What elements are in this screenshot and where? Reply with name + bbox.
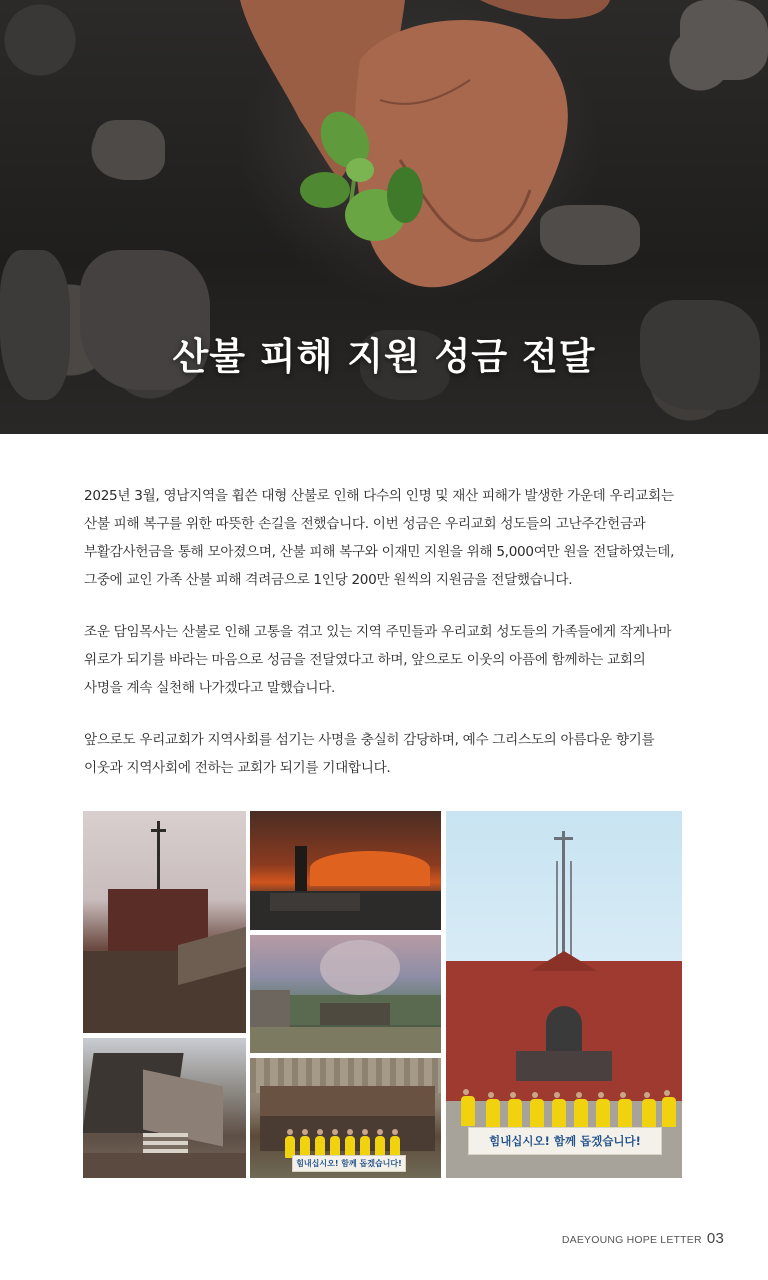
article-paragraph: 조운 담임목사는 산불로 인해 고통을 겪고 있는 지역 주민들과 우리교회 성도들의 가족들에게 작게나마 위로가 되기를 바라는 마음으로 성금을 전달였다고 하며, 앞으로도 이웃의 아픔에 함께하는 교회의 사명을 계속 실천해 나가겠다고 말했습니다. [84, 624, 672, 696]
church-window-shape [546, 1006, 582, 1051]
article-body [84, 482, 684, 806]
person-shape [486, 1099, 500, 1129]
person-shape [530, 1099, 544, 1129]
person-shape [596, 1099, 610, 1129]
building-shape [270, 893, 360, 911]
fire-glow-shape [310, 851, 430, 886]
support-banner-large: 힘내십시오! 함께 돕겠습니다! [468, 1127, 662, 1155]
person-shape [642, 1099, 656, 1129]
field-shape [250, 1027, 441, 1053]
house-roof-shape [260, 1086, 435, 1116]
person-shape [574, 1099, 588, 1129]
house-shape [320, 1003, 390, 1025]
person-shape [552, 1099, 566, 1129]
page-title: 산불 피해 지원 성금 전달 [172, 335, 596, 378]
tower-frame-shape [556, 861, 572, 961]
person-shape [662, 1097, 676, 1127]
page-number: 03 [706, 1230, 724, 1247]
cross-bar-shape [554, 837, 573, 840]
steeple-shape [295, 846, 307, 896]
photo-burned-building [83, 1038, 246, 1178]
article-paragraph: 앞으로도 우리교회가 지역사회를 섬기는 사명을 충실히 감당하며, 예수 그리스도의 아름다운 향기를 이웃과 지역사회에 전하는 교회가 되기를 기대합니다. [84, 732, 655, 776]
ground-shape [83, 1153, 246, 1178]
person-shape [618, 1099, 632, 1129]
smoke-shape [320, 940, 400, 995]
support-banner-small: 힘내십시오! 함께 돕겠습니다! [292, 1155, 406, 1172]
photo-group-house [250, 1058, 441, 1178]
person-shape [508, 1099, 522, 1129]
church-door-shape [516, 1051, 612, 1081]
person-shape [461, 1096, 475, 1126]
photo-wildfire [250, 811, 441, 930]
shed-shape [250, 990, 290, 1030]
article-paragraph: 2025년 3월, 영남지역을 휩쓴 대형 산불로 인해 다수의 인명 및 재산 피해가 발생한 가운데 우리교회는 산불 피해 복구를 위한 따뜻한 손길을 전했습니다. 이번 성금은 우리교회 성도들의 고난주간헌금과 부활감사헌금을 통해 모아졌으며, 산불 피해 복구와 이재민 지원을 위해 5,000여만 원을 전달하였는데, 그중에 교인 가족 산불 피해 격려금으로 1인당 200만 원씩의 지원금을 전달했습니다. [84, 488, 675, 588]
newsletter-label: DAEYOUNG HOPE LETTER [561, 1234, 702, 1246]
photo-group-church [446, 811, 682, 1178]
photo-burned-church [83, 811, 246, 1033]
hero-image [0, 0, 768, 434]
photo-smoke-village [250, 935, 441, 1053]
cross-bar-shape [151, 829, 166, 832]
page-footer [562, 1230, 724, 1247]
